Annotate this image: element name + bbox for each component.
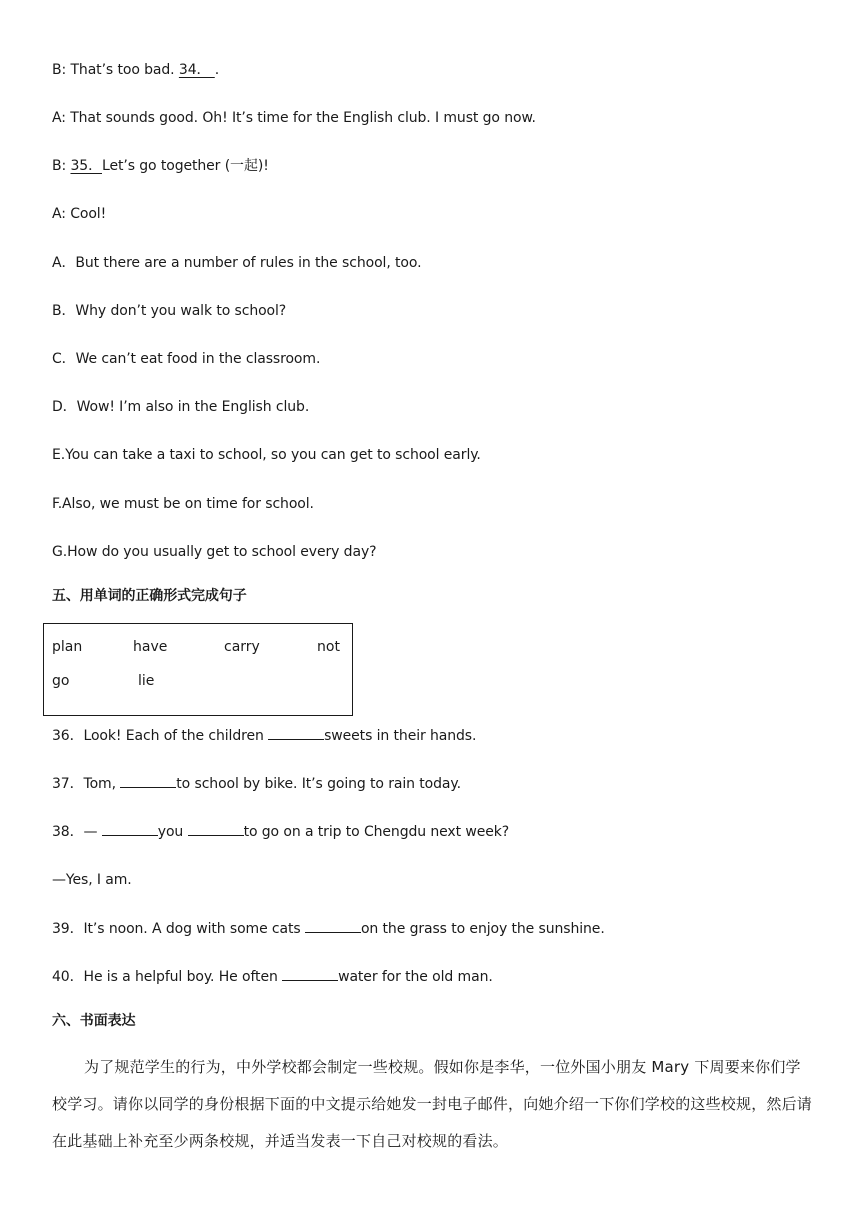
dialogue-line-a1: A: That sounds good. Oh! It’s time for the English club. I must go now.: [52, 110, 536, 126]
question-text: He is a helpful boy. He often: [83, 969, 283, 985]
dialogue-line-b1: [52, 60, 219, 80]
question-number: 39．: [52, 921, 84, 937]
question-38-answer: —Yes, I am.: [52, 872, 132, 888]
answer-blank: [188, 821, 244, 836]
section-six-heading: 六、书面表达: [52, 1013, 136, 1029]
question-text: Tom,: [83, 776, 121, 792]
question-37: [52, 773, 461, 794]
answer-blank: [268, 725, 324, 740]
question-text: water for the old man.: [338, 969, 493, 985]
word-bank-box: [43, 623, 353, 716]
word-bank-item: have: [133, 639, 168, 655]
section-five-heading: 五、用单词的正确形式完成句子: [52, 588, 247, 604]
question-text: on the grass to enjoy the sunshine.: [360, 921, 605, 937]
word-bank-item: go: [52, 673, 70, 689]
option-c: C．We can’t eat food in the classroom.: [52, 351, 321, 367]
option-e: E.You can take a taxi to school, so you can get to school early.: [52, 447, 481, 463]
question-38: [52, 821, 509, 842]
question-text: sweets in their hands.: [324, 728, 477, 744]
question-40: [52, 966, 493, 987]
dialogue-text: .: [214, 62, 220, 78]
answer-blank: [120, 773, 176, 788]
answer-blank: [102, 821, 158, 836]
dialogue-text: B: That’s too bad.: [52, 62, 179, 78]
word-bank-item: lie: [138, 673, 155, 689]
option-d: D．Wow! I’m also in the English club.: [52, 399, 310, 415]
answer-blank: [282, 966, 338, 981]
question-text: to school by bike. It’s going to rain today.: [176, 776, 461, 792]
dialogue-line-a2: A: Cool!: [52, 206, 107, 222]
question-number: 38．: [52, 824, 84, 840]
writing-prompt-paragraph: 为了规范学生的行为，中外学校都会制定一些校规。假如你是李华，一位外国小朋友 Mary 下周要来你们学校学习。请你以同学的身份根据下面的中文提示给她发一封电子邮件，向她介绍一下你们学校的这些校规，然后请在此基础上补充至少两条校规，并适当发表一下自己对校规的看法。: [52, 1058, 813, 1150]
question-text: —: [83, 824, 102, 840]
dialogue-text: Let’s go together (一起)!: [102, 158, 269, 174]
option-f: F.Also, we must be on time for school.: [52, 496, 314, 512]
option-g: G.How do you usually get to school every day?: [52, 544, 377, 560]
question-text: you: [157, 824, 188, 840]
question-number: 40．: [52, 969, 84, 985]
word-bank-item: plan: [52, 639, 83, 655]
question-number: 36．: [52, 728, 84, 744]
word-bank-item: not: [317, 639, 340, 655]
option-a: A．But there are a number of rules in the school, too.: [52, 255, 422, 271]
question-36: [52, 725, 476, 746]
dialogue-line-b2: [52, 156, 269, 176]
answer-blank: [305, 918, 361, 933]
question-text: Look! Each of the children: [83, 728, 269, 744]
option-b: B．Why don’t you walk to school?: [52, 303, 287, 319]
word-bank-item: carry: [224, 639, 260, 655]
question-number-35: 35．: [70, 158, 102, 174]
question-number: 37．: [52, 776, 84, 792]
question-text: to go on a trip to Chengdu next week?: [243, 824, 510, 840]
question-39: [52, 918, 605, 939]
question-text: It’s noon. A dog with some cats: [83, 921, 305, 937]
question-number-34: 34．: [178, 62, 215, 78]
dialogue-text: B:: [52, 158, 71, 174]
